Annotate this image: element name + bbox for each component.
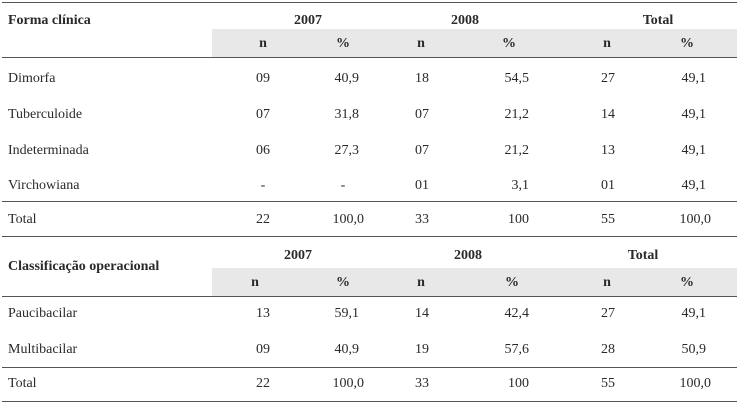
table-cell: 07 xyxy=(415,107,429,122)
table-cell: 42,4 xyxy=(504,306,529,321)
table-cell: 27,3 xyxy=(334,143,359,158)
subheader-pct: % xyxy=(336,36,350,51)
row-label-paucibacilar: Paucibacilar xyxy=(8,306,78,321)
table-cell: 40,9 xyxy=(334,342,359,357)
table-cell: 33 xyxy=(415,376,429,391)
table-cell: 01 xyxy=(601,178,615,193)
table-cell: 3,1 xyxy=(511,178,529,193)
forma-clinica-header: Forma clínica xyxy=(8,13,91,28)
table-cell: 06 xyxy=(256,143,270,158)
subheader-n: n xyxy=(259,36,267,51)
table-cell: 09 xyxy=(256,71,270,86)
total-header: Total xyxy=(627,248,659,263)
total-rule xyxy=(2,367,737,368)
table-cell: 54,5 xyxy=(504,71,529,86)
table-cell: 13 xyxy=(256,306,270,321)
table-cell: 57,6 xyxy=(504,342,529,357)
table-cell: 14 xyxy=(415,306,429,321)
table-cell: 49,1 xyxy=(681,107,706,122)
row-label-total: Total xyxy=(8,376,37,391)
table-cell: - xyxy=(260,178,266,193)
subheader-n: n xyxy=(603,275,611,290)
subheader-pct: % xyxy=(336,275,350,290)
table-cell: 28 xyxy=(601,342,615,357)
subheader-pct: % xyxy=(680,275,694,290)
top-rule xyxy=(2,2,737,3)
table-cell: 14 xyxy=(601,107,615,122)
subheader-n: n xyxy=(603,36,611,51)
table-cell: 49,1 xyxy=(681,178,706,193)
year-2008-header: 2008 xyxy=(451,13,479,28)
table-cell: 33 xyxy=(415,212,429,227)
table-cell: 21,2 xyxy=(504,143,529,158)
table-cell: 50,9 xyxy=(681,342,706,357)
table-cell: 100,0 xyxy=(332,212,364,227)
row-label-total: Total xyxy=(8,212,37,227)
table-cell: 13 xyxy=(601,143,615,158)
section-divider-rule xyxy=(2,236,737,237)
total-header: Total xyxy=(642,13,674,28)
row-label-dimorfa: Dimorfa xyxy=(8,71,56,86)
table-cell: 59,1 xyxy=(334,306,359,321)
table-cell: 49,1 xyxy=(681,143,706,158)
header-rule xyxy=(2,296,737,297)
table-cell: 49,1 xyxy=(681,71,706,86)
table-cell: 100,0 xyxy=(679,376,711,391)
table-cell: 18 xyxy=(415,71,429,86)
subheader-band xyxy=(212,29,737,57)
table-cell: 21,2 xyxy=(504,107,529,122)
table-cell: 27 xyxy=(601,306,615,321)
subheader-band xyxy=(212,268,737,296)
total-rule xyxy=(2,201,737,202)
year-2007-header: 2007 xyxy=(284,248,312,263)
table-cell: 49,1 xyxy=(681,306,706,321)
table-cell: 09 xyxy=(256,342,270,357)
table-cell: 40,9 xyxy=(334,71,359,86)
subheader-n: n xyxy=(417,275,425,290)
table-cell: 100 xyxy=(508,212,529,227)
bottom-rule xyxy=(2,401,737,402)
subheader-n: n xyxy=(417,36,425,51)
table-cell: 07 xyxy=(256,107,270,122)
table-cell: 55 xyxy=(601,212,615,227)
header-rule xyxy=(2,57,737,58)
subheader-pct: % xyxy=(505,275,519,290)
table-cell: 27 xyxy=(601,71,615,86)
year-2008-header: 2008 xyxy=(454,248,482,263)
row-label-indeterminada: Indeterminada xyxy=(8,143,89,158)
year-2007-header: 2007 xyxy=(294,13,322,28)
table-cell: 19 xyxy=(415,342,429,357)
table-cell: 22 xyxy=(256,212,270,227)
table-cell: 31,8 xyxy=(334,107,359,122)
table-cell: 100,0 xyxy=(679,212,711,227)
row-label-multibacilar: Multibacilar xyxy=(8,342,78,357)
table-cell: - xyxy=(340,178,346,193)
row-label-tuberculoide: Tuberculoide xyxy=(8,107,83,122)
table-cell: 100,0 xyxy=(332,376,364,391)
subheader-pct: % xyxy=(502,36,516,51)
table-cell: 01 xyxy=(415,178,429,193)
subheader-pct: % xyxy=(680,36,694,51)
table-cell: 22 xyxy=(256,376,270,391)
row-label-virchowiana: Virchowiana xyxy=(8,178,80,193)
table-cell: 55 xyxy=(601,376,615,391)
table-cell: 100 xyxy=(508,376,529,391)
classificacao-header: Classificação operacional xyxy=(8,259,160,274)
subheader-n: n xyxy=(251,275,259,290)
table-cell: 07 xyxy=(415,143,429,158)
